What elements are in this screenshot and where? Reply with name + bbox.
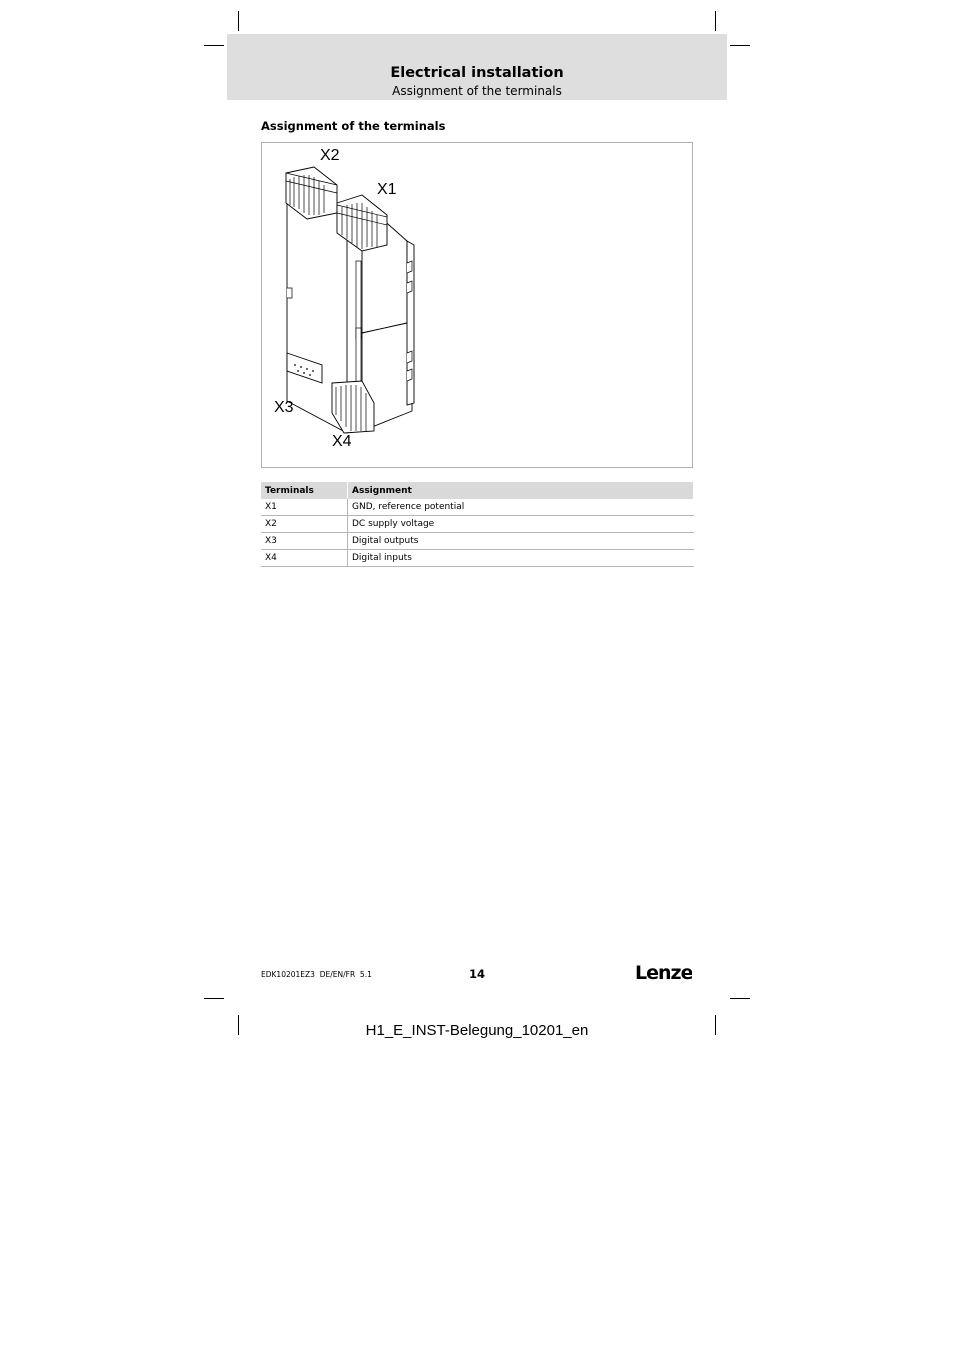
- table-row: [261, 516, 694, 533]
- crop-mark: [730, 998, 750, 999]
- page-number: 14: [468, 967, 485, 981]
- chapter-title: Electrical installation: [390, 65, 564, 81]
- terminal-cell: X3: [261, 533, 348, 550]
- table-row: [261, 533, 694, 550]
- assignment-cell: DC supply voltage: [348, 516, 694, 533]
- header-band: [227, 34, 727, 100]
- crop-mark: [238, 11, 239, 31]
- chapter-subtitle: Assignment of the terminals: [392, 84, 562, 98]
- terminal-cell: X2: [261, 516, 348, 533]
- file-identifier: H1_E_INST-Belegung_10201_en: [365, 1022, 589, 1039]
- table-row: [261, 499, 694, 516]
- section-title: Assignment of the terminals: [261, 119, 446, 133]
- crop-mark: [204, 998, 224, 999]
- column-header-assignment: Assignment: [348, 482, 694, 499]
- brand-wordmark: Lenze: [635, 962, 692, 984]
- terminal-label-x4: X4: [332, 433, 352, 450]
- assignment-cell: GND, reference potential: [348, 499, 694, 516]
- device-figure: [261, 142, 693, 468]
- column-header-terminals: Terminals: [261, 482, 348, 499]
- table-header-row: [261, 482, 694, 499]
- terminal-cell: X4: [261, 550, 348, 567]
- document-code: EDK10201EZ3 DE/EN/FR 5.1: [261, 970, 372, 979]
- crop-mark: [204, 45, 224, 46]
- terminal-assignment-table: [261, 482, 694, 567]
- assignment-cell: Digital inputs: [348, 550, 694, 567]
- assignment-cell: Digital outputs: [348, 533, 694, 550]
- table-row: [261, 550, 694, 567]
- crop-mark: [715, 11, 716, 31]
- terminal-cell: X1: [261, 499, 348, 516]
- device-drawing: [262, 143, 694, 469]
- terminal-label-x1: X1: [377, 181, 397, 198]
- terminal-label-x2: X2: [320, 147, 340, 164]
- lenze-logo: [632, 958, 692, 986]
- crop-mark: [730, 45, 750, 46]
- terminal-label-x3: X3: [274, 399, 294, 416]
